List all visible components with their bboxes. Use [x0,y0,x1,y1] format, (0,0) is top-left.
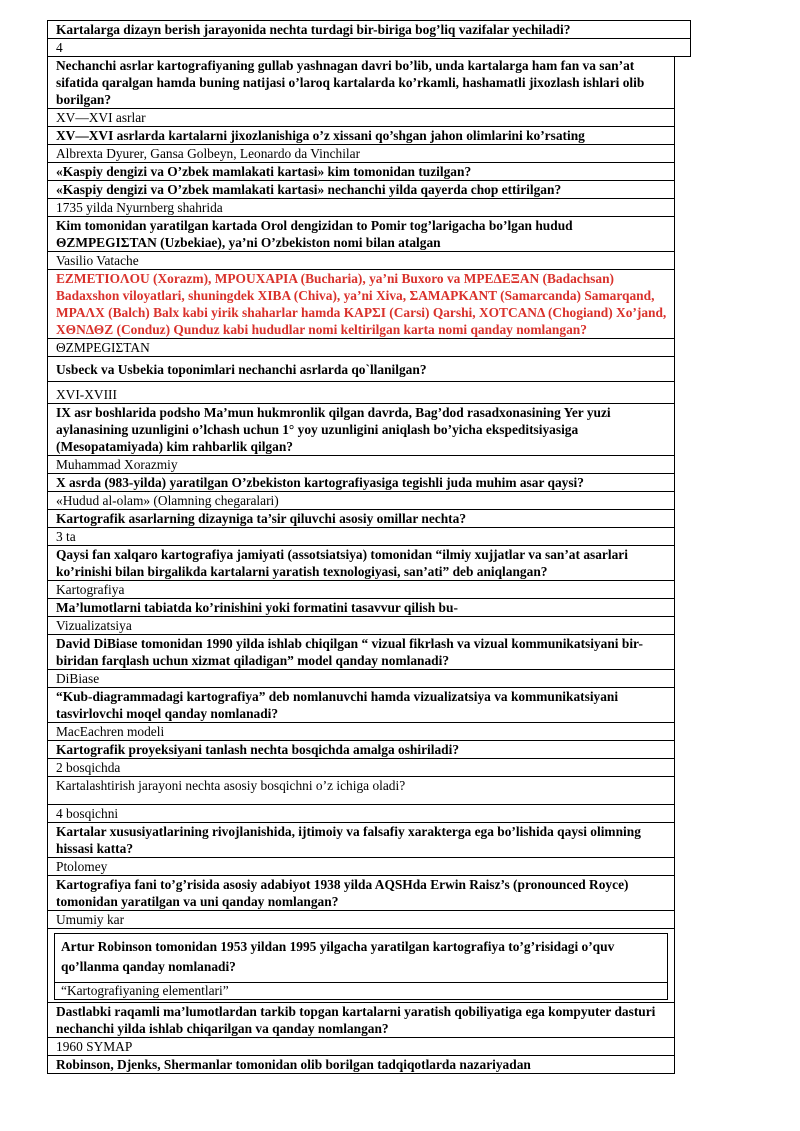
question-row: Robinson, Djenks, Shermanlar tomonidan olib borilgan tadqiqotlarda nazariyadan [47,1056,675,1074]
answer-row: 4 bosqichni [47,805,675,823]
answer-row: Albrexta Dyurer, Gansa Golbeyn, Leonardo da Vinchilar [47,145,675,163]
answer-row: 2 bosqichda [47,759,675,777]
answer-row: DiBiase [47,670,675,688]
question-row: XV—XVI asrlarda kartalarni jixozlanishiga o’z xissani qo’shgan jahon olimlarini ko’rsating [47,127,675,145]
answer-row: MacEachren modeli [47,723,675,741]
answer-row: XV—XVI asrlar [47,109,675,127]
question-row: Kartalashtirish jarayoni nechta asosiy bosqichni o’z ichiga oladi? [47,777,675,805]
question-row: IX asr boshlarida podsho Ma’mun hukmronlik qilgan davrda, Bag’dod rasadxonasining Yer yuzi aylanasining uzunligini o’lchash uchun 1° yoy uzunligini aniqlash bo’yicha ekspeditsiyasiga (Mesopatamiyada) kim rahbarlik qilgan? [47,404,675,456]
answer-row: 1735 yilda Nyurnberg shahrida [47,199,675,217]
nested-table [47,929,675,1003]
question-row: Kim tomonidan yaratilgan kartada Orol dengizidan to Pomir tog’larigacha bo’lgan hudud ΘZMPEGIΣTAN (Uzbekiae), ya’ni O’zbekiston nomi bilan atalgan [47,217,675,252]
question-row: Kartografik asarlarning dizayniga ta’sir qiluvchi asosiy omillar nechta? [47,510,675,528]
answer-row: «Hudud al-olam» (Olamning chegaralari) [47,492,675,510]
answer-row: 3 ta [47,528,675,546]
answer-row: Muhammad Xorazmiy [47,456,675,474]
question-row: X asrda (983-yilda) yaratilgan O’zbekiston kartografiyasiga tegishli juda muhim asar qaysi? [47,474,675,492]
answer-row: Vasilio Vatache [47,252,675,270]
answer-row: Vizualizatsiya [47,617,675,635]
question-row: Nechanchi asrlar kartografiyaning gullab yashnagan davri bo’lib, unda kartalarga ham fan va san’at sifatida qaralgan hamda buning natijasi o’laroq kartalarda ko’rkamli, hashamatli jixozlash ishlari olib borilgan? [47,57,675,109]
answer-row: 1960 SYMAP [47,1038,675,1056]
answer-row: “Kartografiyaning elementlari” [54,983,668,1000]
question-row: “Kub-diagrammadagi kartografiya” deb nomlanuvchi hamda vizualizatsiya va kommunikatsiyani tasvirlovchi moqel qanday nomlanadi? [47,688,675,723]
answer-row: ΘZMPEGIΣTAN [47,339,675,357]
question-row: Kartografiya fani to’g’risida asosiy adabiyot 1938 yilda AQSHda Erwin Raisz’s (pronounced Royce) tomonidan yaratilgan va uni qanday nomlangan? [47,876,675,911]
question-row: «Kaspiy dengizi va O’zbek mamlakati kartasi» nechanchi yilda qayerda chop ettirilgan? [47,181,675,199]
answer-row: Ptolomey [47,858,675,876]
qa-table [47,20,691,1074]
question-row: Qaysi fan xalqaro kartografiya jamiyati (assotsiatsiya) tomonidan “ilmiy xujjatlar va san’at asarlari ko’rinishi bilan birgalikda kartalarni yaratish texnologiyasi, san’ati” deb aniqlangan? [47,546,675,581]
question-row: Kartalar xususiyatlarining rivojlanishida, ijtimoiy va falsafiy xarakterga ega bo’lishida qaysi olimning hissasi katta? [47,823,675,858]
answer-row: Kartografiya [47,581,675,599]
answer-row: XVI-XVIII [47,382,675,404]
question-row: Artur Robinson tomonidan 1953 yildan 1995 yilgacha yaratilgan kartografiya to’g’risidagi o’quv qo’llanma qanday nomlanadi? [54,933,668,983]
question-row: Ma’lumotlarni tabiatda ko’rinishini yoki formatini tasavvur qilish bu- [47,599,675,617]
answer-row: 4 [47,39,691,57]
question-row: Kartalarga dizayn berish jarayonida nechta turdagi bir-biriga bog’liq vazifalar yechiladi? [47,20,691,39]
answer-row: Umumiy kar [47,911,675,929]
question-row: Usbeck va Usbekia toponimlari nechanchi asrlarda qo`llanilgan? [47,357,675,382]
question-row-highlighted: EZMETIOΛOU (Xorazm), MPOUXAPIA (Bucharia), ya’ni Buxoro va MPEΔEΞAN (Badachsan) Badaxshon viloyatlari, shuningdek XIBA (Chiva), ya’ni Xiva, ΣAMAPKANT (Samarcanda) Samarqand, MPAΛX (Balch) Balx kabi yirik shaharlar hamda KAPΣI (Carsi) Qarshi, XOTCANΔ (Chogiand) Xo’jand, XΘNΔΘZ (Conduz) Qunduz kabi hududlar nomi keltirilgan karta nomi qanday nomlangan? [47,270,675,339]
question-row: Kartografik proyeksiyani tanlash nechta bosqichda amalga oshiriladi? [47,741,675,759]
question-row: Dastlabki raqamli ma’lumotlardan tarkib topgan kartalarni yaratish qobiliyatiga ega kompyuter dasturi nechanchi yilda ishlab chiqarilgan va qanday nomlangan? [47,1003,675,1038]
question-row: «Kaspiy dengizi va O’zbek mamlakati kartasi» kim tomonidan tuzilgan? [47,163,675,181]
question-row: David DiBiase tomonidan 1990 yilda ishlab chiqilgan “ vizual fikrlash va vizual kommunikatsiyani bir-biridan farqlash uchun xizmat qiladigan” model qanday nomlanadi? [47,635,675,670]
